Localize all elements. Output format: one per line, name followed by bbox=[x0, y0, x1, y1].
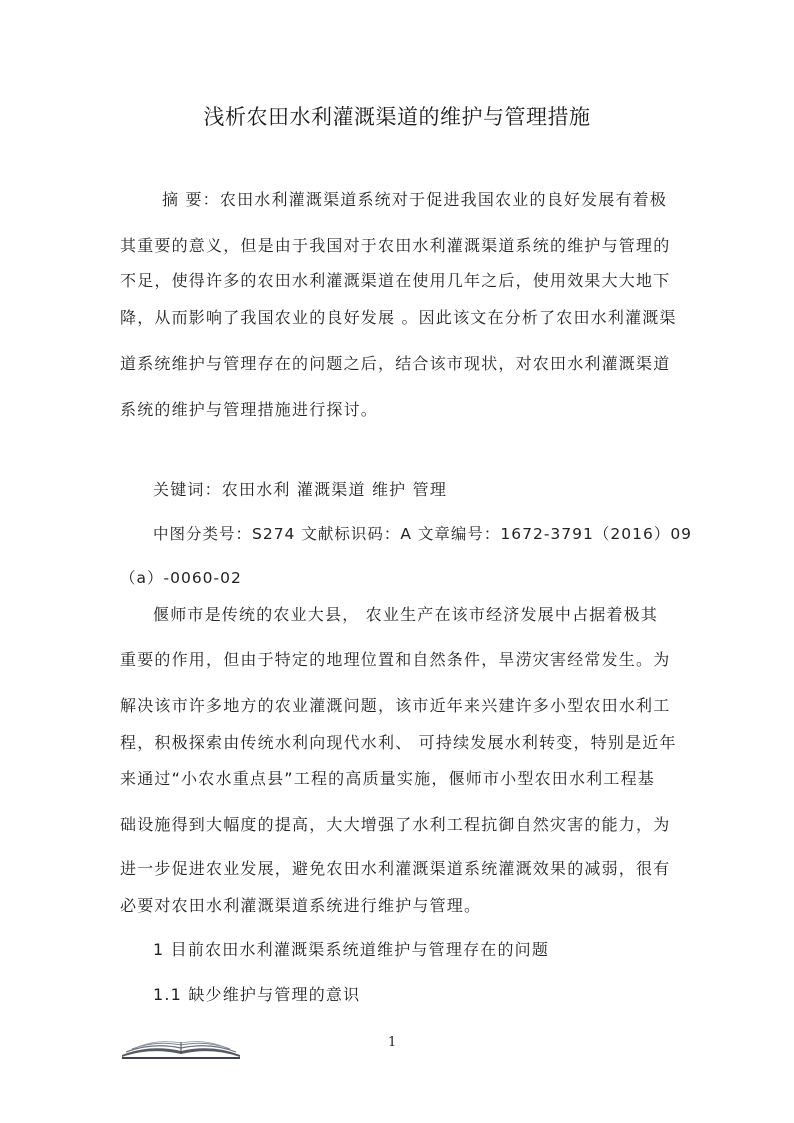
body-line: 必要对农田水利灌溉渠道系统进行维护与管理。 bbox=[120, 896, 482, 915]
body-line: 来通过“小农水重点县”工程的高质量实施，偃师市小型农田水利工程基 bbox=[120, 769, 655, 788]
abstract-line: 道系统维护与管理存在的问题之后，结合该市现状，对农田水利灌溉渠道 bbox=[120, 354, 671, 373]
abstract-line: 不足，使得许多的农田水利灌溉渠道在使用几年之后，使用效果大大地下 bbox=[120, 271, 671, 290]
page-number: 1 bbox=[388, 1035, 397, 1050]
classification-line: （a）-0060-02 bbox=[120, 569, 242, 587]
body-line: 解决该市许多地方的农业灌溉问题，该市近年来兴建许多小型农田水利工 bbox=[120, 696, 671, 715]
section-heading: 1 目前农田水利灌溉渠系统道维护与管理存在的问题 bbox=[153, 940, 550, 959]
page-title: 浅析农田水利灌溉渠道的维护与管理措施 bbox=[203, 105, 591, 129]
subsection-heading: 1.1 缺少维护与管理的意识 bbox=[153, 985, 361, 1004]
abstract-line: 系统的维护与管理措施进行探讨。 bbox=[120, 400, 379, 419]
book-icon bbox=[120, 1034, 242, 1060]
body-line: 进一步促进农业发展，避免农田水利灌溉渠道系统灌溉效果的减弱，很有 bbox=[120, 859, 671, 878]
classification-line: 中图分类号：S274 文献标识码：A 文章编号：1672-3791（2016）09 bbox=[153, 525, 693, 543]
body-line: 重要的作用，但由于特定的地理位置和自然条件，旱涝灾害经常发生。为 bbox=[120, 650, 671, 669]
body-line: 础设施得到大幅度的提高，大大增强了水利工程抗御自然灾害的能力，为 bbox=[120, 815, 671, 834]
body-line: 程，积极探索由传统水利向现代水利、 可持续发展水利转变，特别是近年 bbox=[120, 733, 677, 752]
body-line: 偃师市是传统的农业大县， 农业生产在该市经济发展中占据着极其 bbox=[153, 605, 659, 624]
abstract-line: 摘 要：农田水利灌溉渠道系统对于促进我国农业的良好发展有着极 bbox=[162, 190, 668, 209]
keywords-line: 关键词：农田水利 灌溉渠道 维护 管理 bbox=[153, 480, 448, 499]
abstract-line: 降，从而影响了我国农业的良好发展 。因此该文在分析了农田水利灌溉渠 bbox=[120, 308, 677, 327]
abstract-line: 其重要的意义，但是由于我国对于农田水利灌溉渠道系统的维护与管理的 bbox=[120, 236, 671, 255]
